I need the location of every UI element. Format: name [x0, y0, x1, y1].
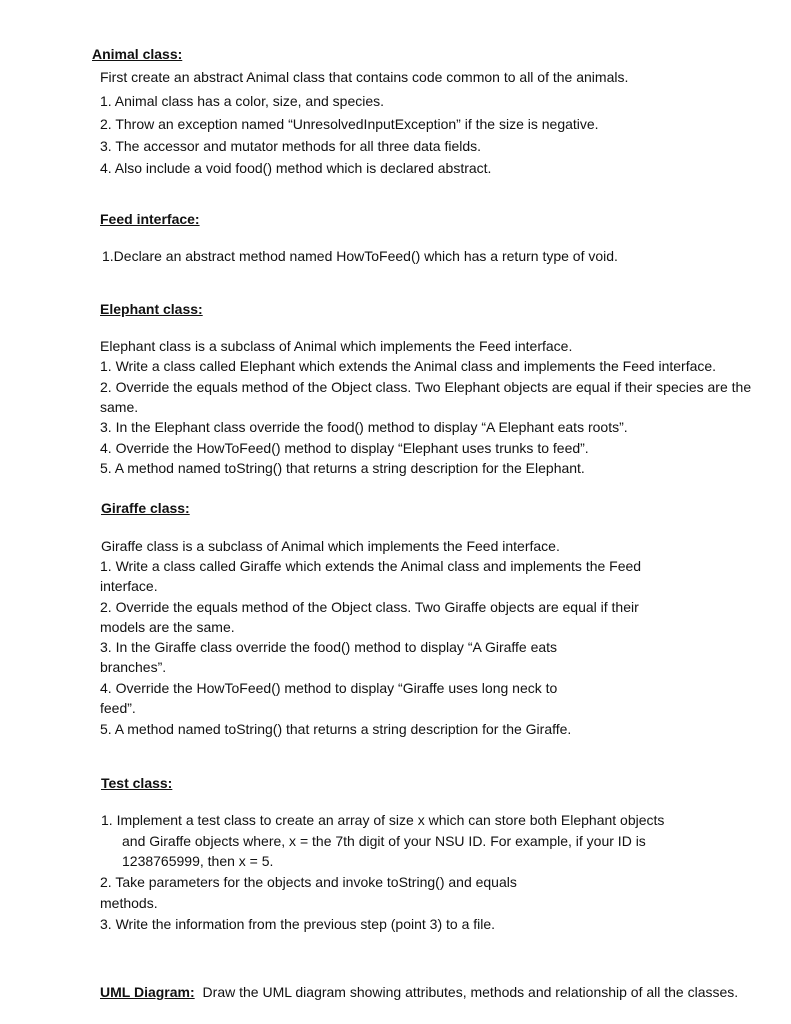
- giraffe-line: 3. In the Giraffe class override the food() method to display “A Giraffe eats: [100, 639, 558, 655]
- elephant-intro: Elephant class is a subclass of Animal which implements the Feed interface.: [100, 338, 573, 354]
- elephant-line: 5. A method named toString() that returns a string description for the Elephant.: [100, 460, 585, 476]
- animal-item-2: 2. Throw an exception named “UnresolvedInputException” if the size is negative.: [100, 116, 599, 132]
- uml-line: [100, 983, 738, 1001]
- giraffe-line: 1. Write a class called Giraffe which extends the Animal class and implements the Feed: [100, 558, 642, 574]
- giraffe-line: 5. A method named toString() that returns a string description for the Giraffe.: [100, 721, 572, 737]
- animal-item-4: 4. Also include a void food() method which is declared abstract.: [100, 160, 492, 176]
- animal-item-1: 1. Animal class has a color, size, and species.: [100, 93, 385, 109]
- giraffe-intro: Giraffe class is a subclass of Animal which implements the Feed interface.: [101, 538, 560, 554]
- test-line: methods.: [100, 895, 158, 911]
- uml-heading: UML Diagram:: [100, 984, 195, 1000]
- animal-intro: First create an abstract Animal class that contains code common to all of the animals.: [100, 69, 629, 85]
- animal-item-3: 3. The accessor and mutator methods for all three data fields.: [100, 138, 482, 154]
- giraffe-line: interface.: [100, 578, 158, 594]
- feed-item-1: 1.Declare an abstract method named HowToFeed() which has a return type of void.: [102, 248, 618, 264]
- test-line: 1. Implement a test class to create an array of size x which can store both Elephant objects: [101, 812, 665, 828]
- uml-text: Draw the UML diagram showing attributes, methods and relationship of all the classes.: [202, 984, 739, 1000]
- giraffe-line: feed”.: [100, 700, 136, 716]
- elephant-line: 2. Override the equals method of the Object class. Two Elephant objects are equal if their species are the: [100, 379, 752, 395]
- animal-heading: Animal class:: [92, 46, 183, 62]
- giraffe-line: models are the same.: [100, 619, 235, 635]
- elephant-line: 1. Write a class called Elephant which extends the Animal class and implements the Feed interface.: [100, 358, 717, 374]
- feed-heading: Feed interface:: [100, 211, 200, 227]
- giraffe-line: 2. Override the equals method of the Object class. Two Giraffe objects are equal if their: [100, 599, 639, 615]
- test-line: 3. Write the information from the previous step (point 3) to a file.: [100, 916, 496, 932]
- test-line: 2. Take parameters for the objects and invoke toString() and equals: [100, 874, 517, 890]
- test-line: and Giraffe objects where, x = the 7th digit of your NSU ID. For example, if your ID is: [122, 833, 646, 849]
- giraffe-heading: Giraffe class:: [101, 500, 190, 516]
- elephant-line: same.: [100, 399, 139, 415]
- test-heading: Test class:: [101, 775, 173, 791]
- elephant-heading: Elephant class:: [100, 301, 203, 317]
- elephant-line: 3. In the Elephant class override the food() method to display “A Elephant eats roots”.: [100, 419, 628, 435]
- giraffe-line: branches”.: [100, 659, 167, 675]
- elephant-line: 4. Override the HowToFeed() method to display “Elephant uses trunks to feed”.: [100, 440, 589, 456]
- giraffe-line: 4. Override the HowToFeed() method to display “Giraffe uses long neck to: [100, 680, 558, 696]
- test-line: 1238765999, then x = 5.: [122, 853, 274, 869]
